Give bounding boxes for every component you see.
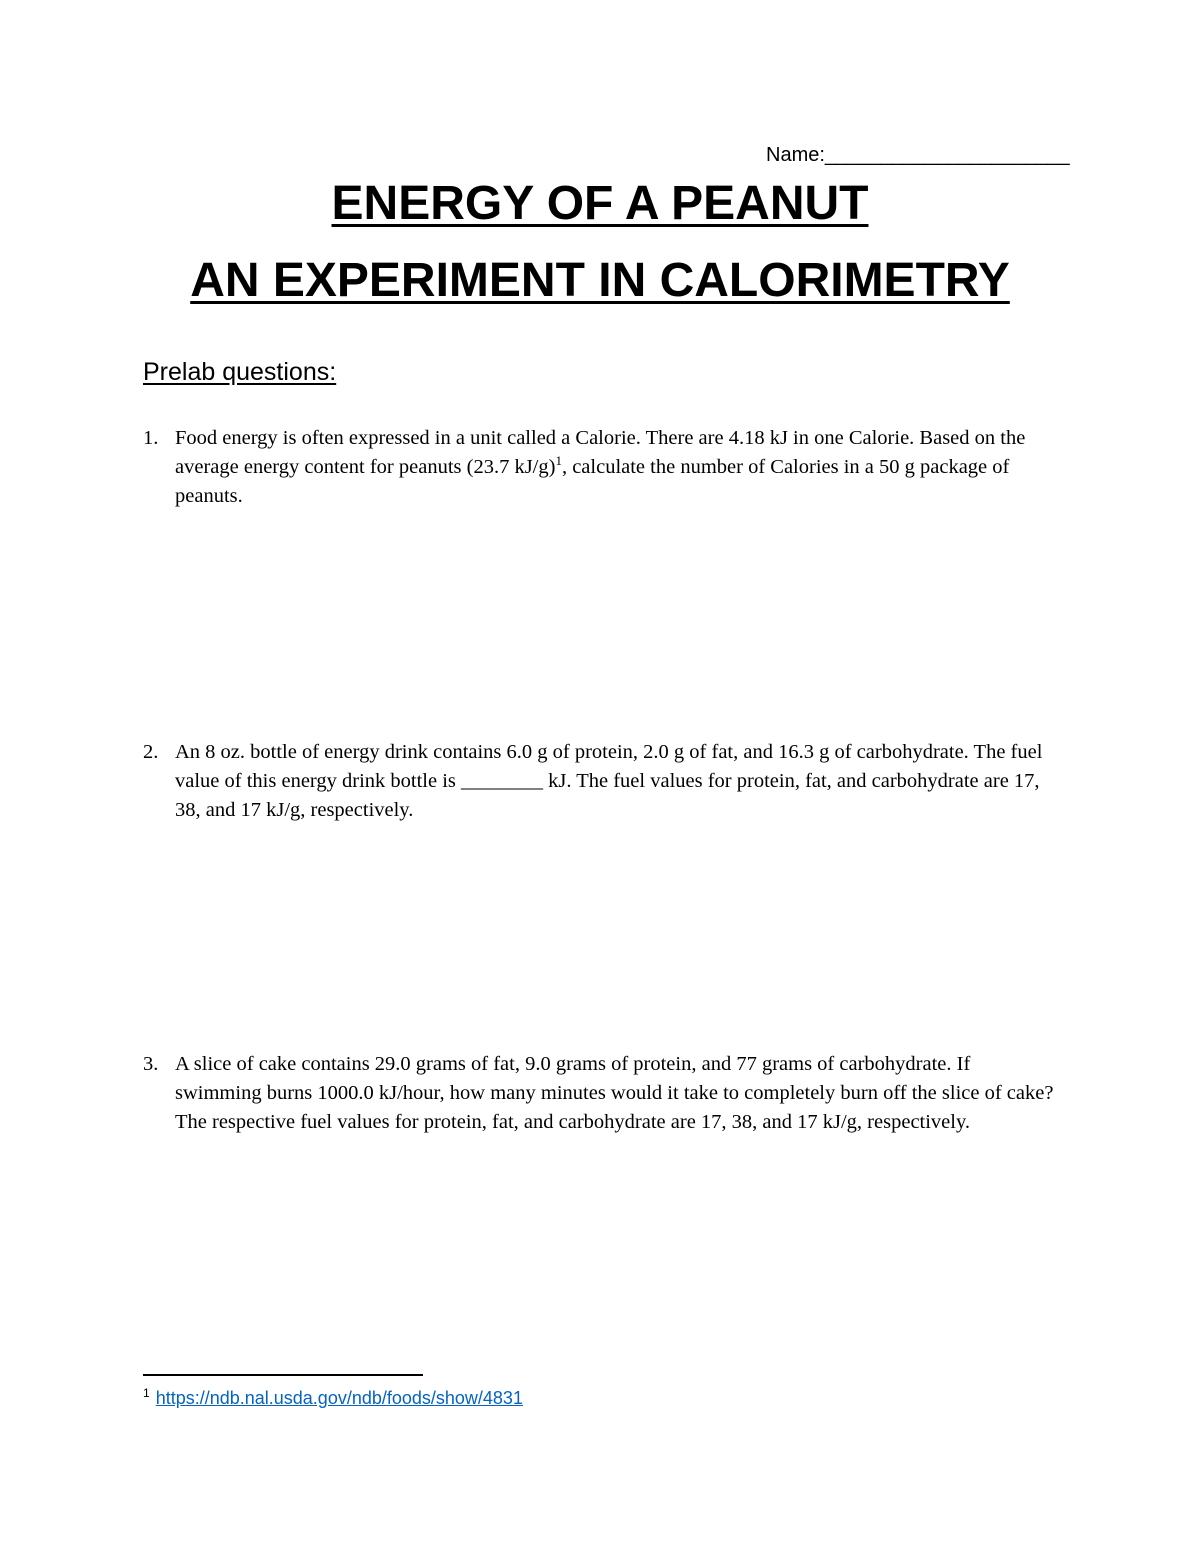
question-number: 1. [143,427,159,449]
question-text-part: Food energy is often expressed in a unit called a Calorie. There are 4.18 kJ in one Calorie. Based on the average energy content for peanuts (23.7 kJ/g) [175,427,1026,478]
document-title: ENERGY OF A PEANUT [331,177,869,230]
footnote-link[interactable]: https://ndb.nal.usda.gov/ndb/foods/show/4831 [155,1388,523,1408]
question-text: An 8 oz. bottle of energy drink contains 6.0 g of protein, 2.0 g of fat, and 16.3 g of carbohydrate. The fuel value of this energy drink bottle is ________ kJ. The fuel values for protein, fat, and carbohydrate are 17, 38, and 17 kJ/g, respectively. [175,741,1043,821]
question-1 [143,424,1063,511]
footnote-separator [143,1374,423,1376]
question-2 [143,738,1063,825]
footnote-marker: 1 [143,1386,150,1400]
question-text: A slice of cake contains 29.0 grams of fat, 9.0 grams of protein, and 77 grams of carbohydrate. If swimming burns 1000.0 kJ/hour, how many minutes would it take to completely burn off the slice of cake? The respective fuel values for protein, fat, and carbohydrate are 17, 38, and 17 kJ/g, respectively. [175,1053,1054,1133]
question-text [175,424,1055,511]
document-subtitle: AN EXPERIMENT IN CALORIMETRY [190,254,1010,307]
question-number: 3. [143,1053,159,1075]
question-number: 2. [143,741,159,763]
question-3 [143,1050,1063,1137]
prelab-heading: Prelab questions: [143,358,337,386]
name-field-label: Name:______________________ [766,144,1070,166]
footnote [143,1388,523,1409]
question-text-part: , calculate the number of Calories in a 50 g package of peanuts. [175,456,1010,507]
footnote-reference: 1 [555,453,562,469]
